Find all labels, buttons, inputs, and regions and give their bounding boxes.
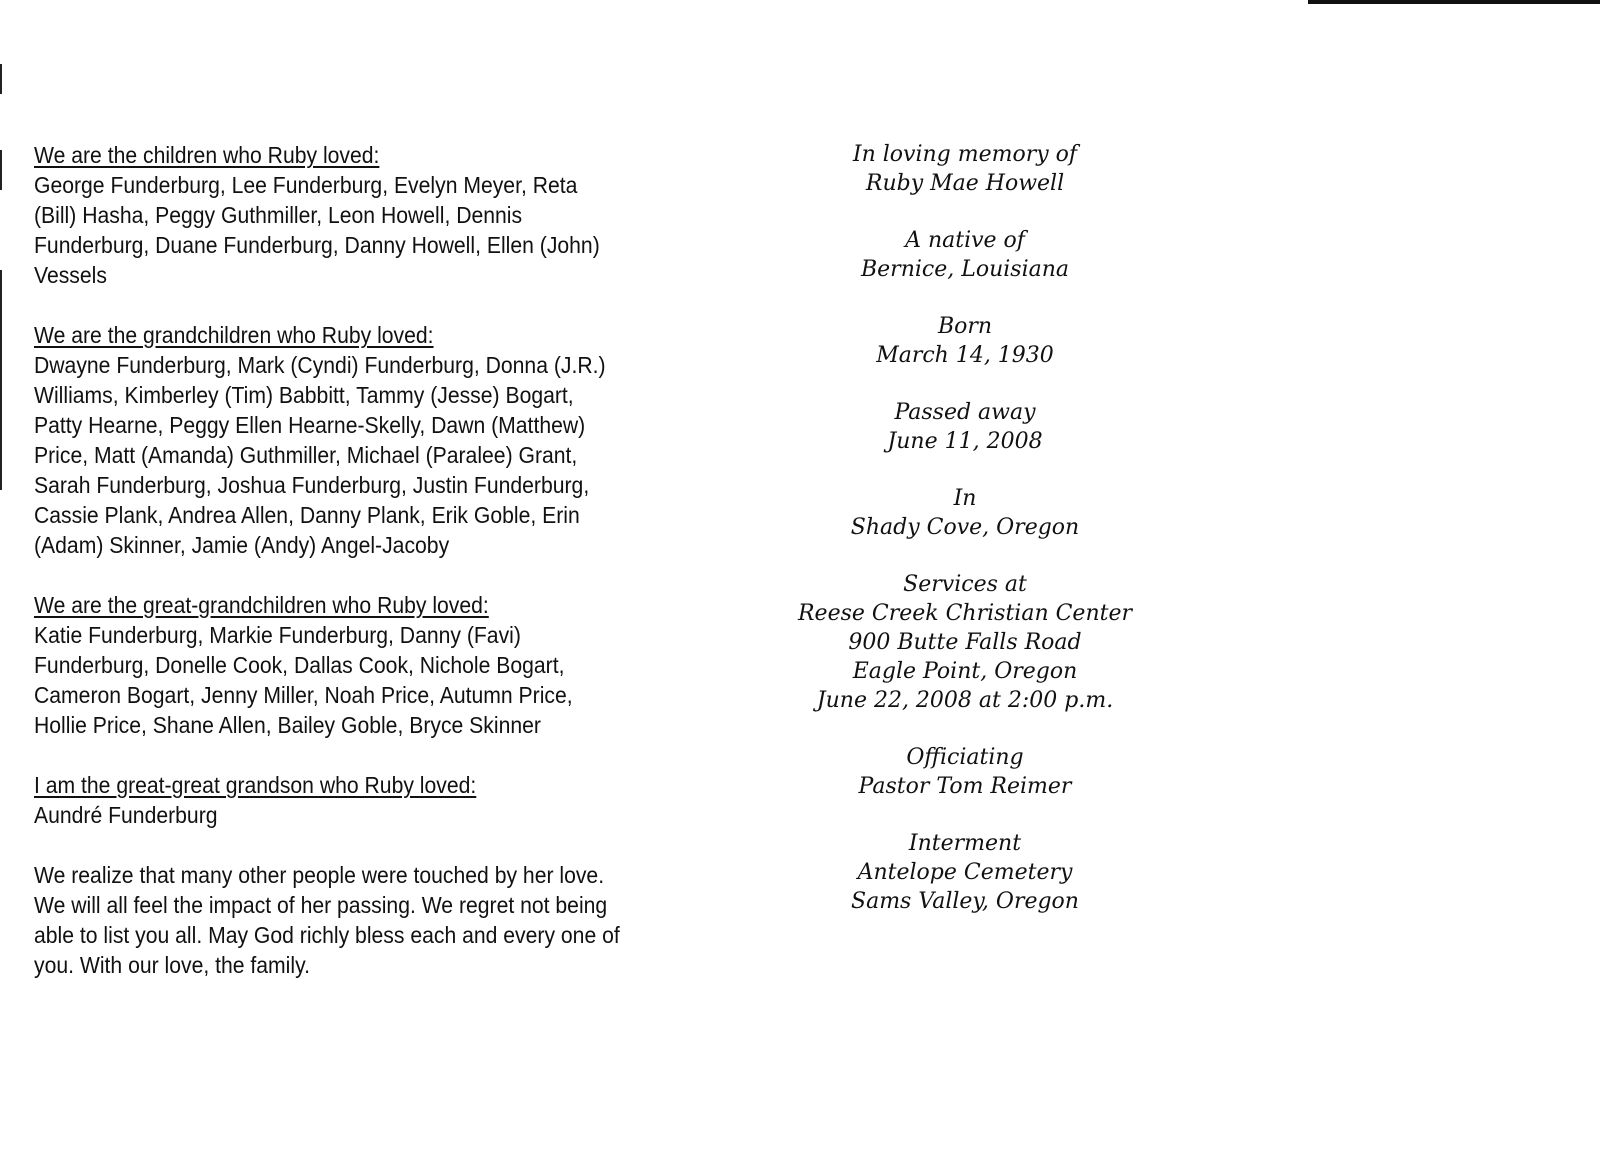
great-great-grandson-name: Aundré Funderburg — [34, 802, 218, 828]
children-heading: We are the children who Ruby loved: — [34, 142, 380, 168]
grandchildren-heading: We are the grandchildren who Ruby loved: — [34, 322, 434, 348]
closing-paragraph: We realize that many other people were touched by her love. We will all feel the impact of her passing. We regret not being able to list you all. May God richly bless each and every one of you. With our love, the family. — [34, 862, 620, 978]
location-block — [760, 484, 1170, 542]
services-street: 900 Butte Falls Road — [848, 630, 1082, 655]
location-label: In — [953, 486, 977, 511]
officiating-block — [760, 743, 1170, 801]
native-label: A native of — [905, 228, 1025, 253]
memory-block — [760, 140, 1170, 198]
interment-label: Interment — [908, 831, 1022, 856]
passed-label: Passed away — [894, 400, 1036, 425]
scan-edge-bar — [1308, 0, 1600, 4]
scan-edge-mark — [0, 270, 2, 490]
cemetery-location: Sams Valley, Oregon — [851, 889, 1079, 914]
native-place: Bernice, Louisiana — [860, 257, 1070, 282]
services-label: Services at — [903, 572, 1027, 597]
officiant-name: Pastor Tom Reimer — [858, 774, 1072, 799]
great-grandchildren-heading: We are the great-grandchildren who Ruby loved: — [34, 592, 489, 618]
cemetery-name: Antelope Cemetery — [857, 860, 1073, 885]
great-great-grandson-heading: I am the great-great grandson who Ruby loved: — [34, 772, 477, 798]
passed-date: June 11, 2008 — [887, 429, 1043, 454]
services-datetime: June 22, 2008 at 2:00 p.m. — [816, 688, 1114, 713]
services-venue: Reese Creek Christian Center — [797, 601, 1133, 626]
family-list-column — [34, 140, 623, 1010]
services-block — [760, 570, 1170, 715]
grandchildren-section — [34, 320, 623, 560]
scan-edge-mark — [0, 150, 2, 190]
scan-edge-mark — [0, 64, 2, 94]
native-block — [760, 226, 1170, 284]
officiating-label: Officiating — [906, 745, 1024, 770]
memory-label: In loving memory of — [852, 142, 1078, 167]
children-section — [34, 140, 623, 290]
grandchildren-names: Dwayne Funderburg, Mark (Cyndi) Funderburg, Donna (J.R.) Williams, Kimberley (Tim) Babbitt, Tammy (Jesse) Bogart, Patty Hearne, Peggy Ellen Hearne-Skelly, Dawn (Matthew) Price, Matt (Amanda) Guthmiller, Michael (Paralee) Grant, Sarah Funderburg, Joshua Funderburg, Justin Funderburg, Cassie Plank, Andrea Allen, Danny Plank, Erik Goble, Erin (Adam) Skinner, Jamie (Andy) Angel-Jacoby — [34, 352, 606, 558]
children-names: George Funderburg, Lee Funderburg, Evelyn Meyer, Reta (Bill) Hasha, Peggy Guthmiller, Leon Howell, Dennis Funderburg, Duane Funderburg, Danny Howell, Ellen (John) Vessels — [34, 172, 600, 288]
deceased-name: Ruby Mae Howell — [865, 171, 1065, 196]
great-great-grandson-section — [34, 770, 623, 830]
born-block — [760, 312, 1170, 370]
location-place: Shady Cove, Oregon — [850, 515, 1080, 540]
passed-block — [760, 398, 1170, 456]
born-label: Born — [937, 314, 993, 339]
services-city: Eagle Point, Oregon — [852, 659, 1078, 684]
born-date: March 14, 1930 — [876, 343, 1054, 368]
interment-block — [760, 829, 1170, 916]
great-grandchildren-section — [34, 590, 623, 740]
great-grandchildren-names: Katie Funderburg, Markie Funderburg, Danny (Favi) Funderburg, Donelle Cook, Dallas Cook, Nichole Bogart, Cameron Bogart, Jenny Miller, Noah Price, Autumn Price, Hollie Price, Shane Allen, Bailey Goble, Bryce Skinner — [34, 622, 573, 738]
memorial-details-column — [760, 140, 1170, 944]
